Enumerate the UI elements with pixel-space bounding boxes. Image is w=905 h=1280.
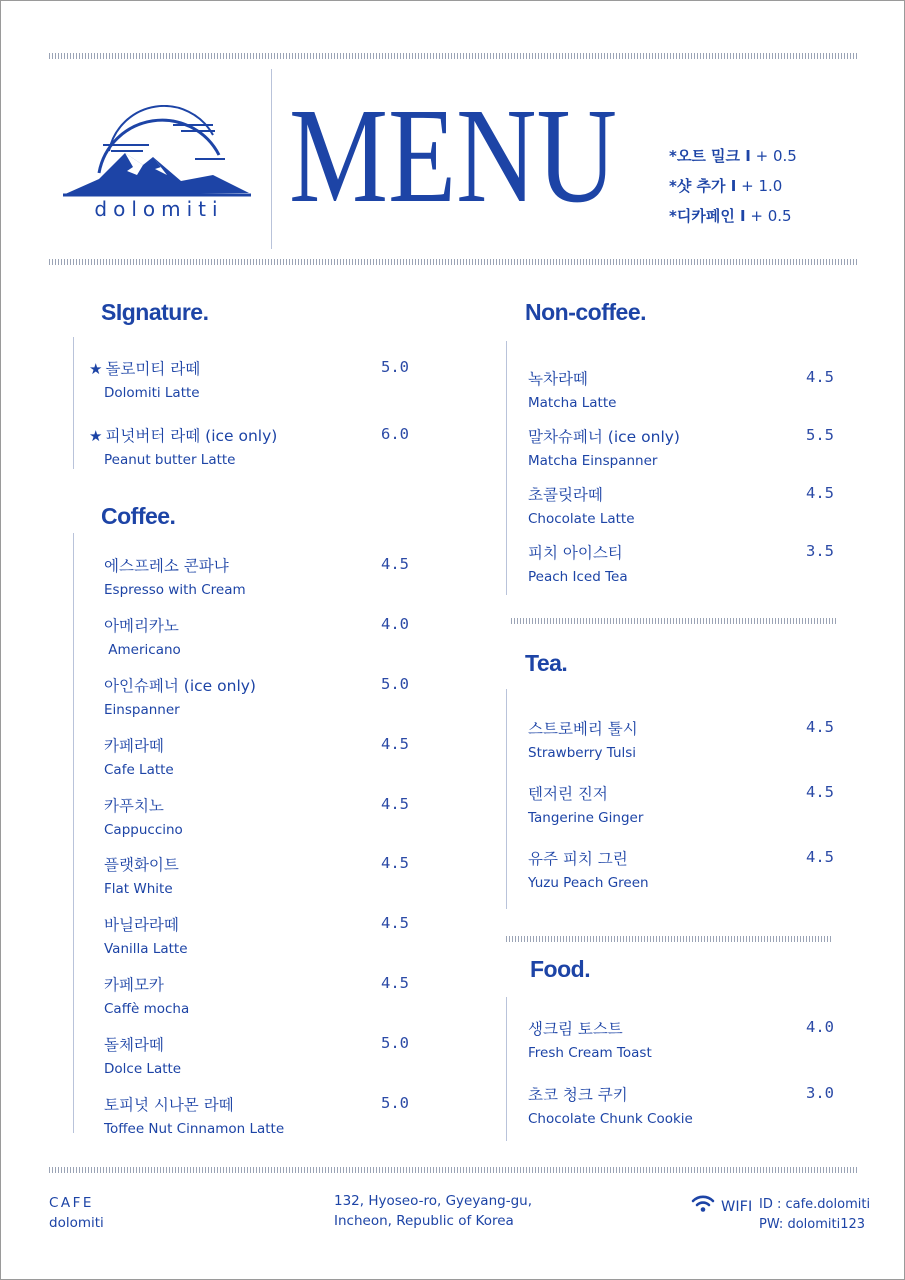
menu-item-chocolate-latte: 초콜릿라떼 Chocolate Latte [528,486,635,527]
menu-item-peanut-butter-latte: ★ 피넛버터 라떼 (ice only) Peanut butter Latte [89,427,278,468]
menu-item-price: 3.5 [806,542,834,560]
menu-item-price: 4.5 [381,854,409,872]
menu-item-yuzu-peach-green: 유주 피치 그린 Yuzu Peach Green [528,850,649,891]
star-icon: ★ [89,427,103,445]
tea-tick-rule [506,936,832,942]
extras-list [669,141,797,231]
menu-item-peach-iced-tea: 피치 아이스티 Peach Iced Tea [528,544,628,585]
menu-item-tangerine-ginger: 텐저린 진저 Tangerine Ginger [528,785,644,826]
menu-item-americano: 아메리카노 Americano [104,617,181,658]
menu-item-price: 5.0 [381,358,409,376]
footer-tick-rule [49,1167,859,1173]
footer-wifi-credentials: ID : cafe.dolomiti PW: dolomiti123 [759,1197,871,1232]
non-coffee-rule [506,341,507,595]
menu-item-toffee-nut-latte: 토피넛 시나몬 라떼 Toffee Nut Cinnamon Latte [104,1096,285,1137]
menu-item-price: 4.5 [806,783,834,801]
menu-item-matcha-einspanner: 말차슈페너 (ice only) Matcha Einspanner [528,428,680,469]
menu-item-cafe-latte: 카페라떼 Cafe Latte [104,737,174,778]
menu-item-vanilla-latte: 바닐라라떼 Vanilla Latte [104,916,188,957]
non-coffee-tick-rule [511,618,837,624]
menu-item-chocolate-chunk-cookie: 초코 청크 쿠키 Chocolate Chunk Cookie [528,1086,693,1127]
menu-item-price: 4.5 [806,848,834,866]
menu-item-price: 5.0 [381,1034,409,1052]
extra-decaf: *디카페인 I + 0.5 [669,207,792,225]
menu-item-matcha-latte: 녹차라떼 Matcha Latte [528,370,617,411]
menu-item-price: 5.0 [381,675,409,693]
tea-rule [506,689,507,909]
top-tick-rule [49,53,859,59]
menu-item-price: 4.0 [381,615,409,633]
mountain-sun-icon [63,105,255,200]
menu-title [289,93,619,213]
menu-item-price: 4.5 [806,484,834,502]
menu-item-flat-white: 플랫화이트 Flat White [104,856,179,897]
menu-item-einspanner: 아인슈페너 (ice only) Einspanner [104,677,256,718]
logo-wordmark: dolomiti [94,197,224,221]
menu-item-price: 4.5 [381,795,409,813]
header-tick-rule [49,259,859,265]
menu-item-price: 4.5 [381,735,409,753]
star-icon: ★ [89,360,103,378]
menu-item-price: 5.5 [806,426,834,444]
menu-item-price: 4.0 [806,1018,834,1036]
signature-rule [73,337,74,469]
footer-address: 132, Hyoseo-ro, Gyeyang-gu, Incheon, Republic of Korea [334,1193,532,1229]
menu-item-strawberry-tulsi: 스트로베리 툴시 Strawberry Tulsi [528,720,638,761]
food-rule [506,997,507,1141]
menu-item-caffe-mocha: 카페모카 Caffè mocha [104,976,190,1017]
menu-item-price: 3.0 [806,1084,834,1102]
menu-item-price: 6.0 [381,425,409,443]
section-title-non-coffee: Non-coffee. [525,299,646,325]
menu-item-price: 4.5 [806,718,834,736]
footer-wifi-label: WIFI [721,1199,753,1215]
section-title-coffee: Coffee. [101,503,176,529]
extra-shot: *샷 추가 I + 1.0 [669,177,783,195]
menu-item-price: 5.0 [381,1094,409,1112]
section-title-tea: Tea. [525,650,568,676]
extra-oat-milk: *오트 밀크 I + 0.5 [669,147,797,165]
menu-item-dolomiti-latte: ★ 돌로미티 라떼 Dolomiti Latte [89,360,201,401]
coffee-rule [73,533,74,1133]
menu-item-price: 4.5 [806,368,834,386]
menu-title-text: MENU [289,93,617,213]
wifi-icon [691,1195,715,1213]
menu-item-cappuccino: 카푸치노 Cappuccino [104,797,183,838]
header-divider [271,69,272,249]
menu-item-fresh-cream-toast: 생크림 토스트 Fresh Cream Toast [528,1020,652,1061]
menu-item-price: 4.5 [381,914,409,932]
menu-item-price: 4.5 [381,555,409,573]
menu-item-espresso-con-panna: 에스프레소 콘파냐 Espresso with Cream [104,557,246,598]
section-title-food: Food. [530,956,591,982]
section-title-signature: SIgnature. [101,299,209,325]
menu-item-price: 4.5 [381,974,409,992]
footer-cafe-name: CAFE dolomiti [49,1195,104,1231]
menu-item-dolce-latte: 돌체라떼 Dolce Latte [104,1036,182,1077]
